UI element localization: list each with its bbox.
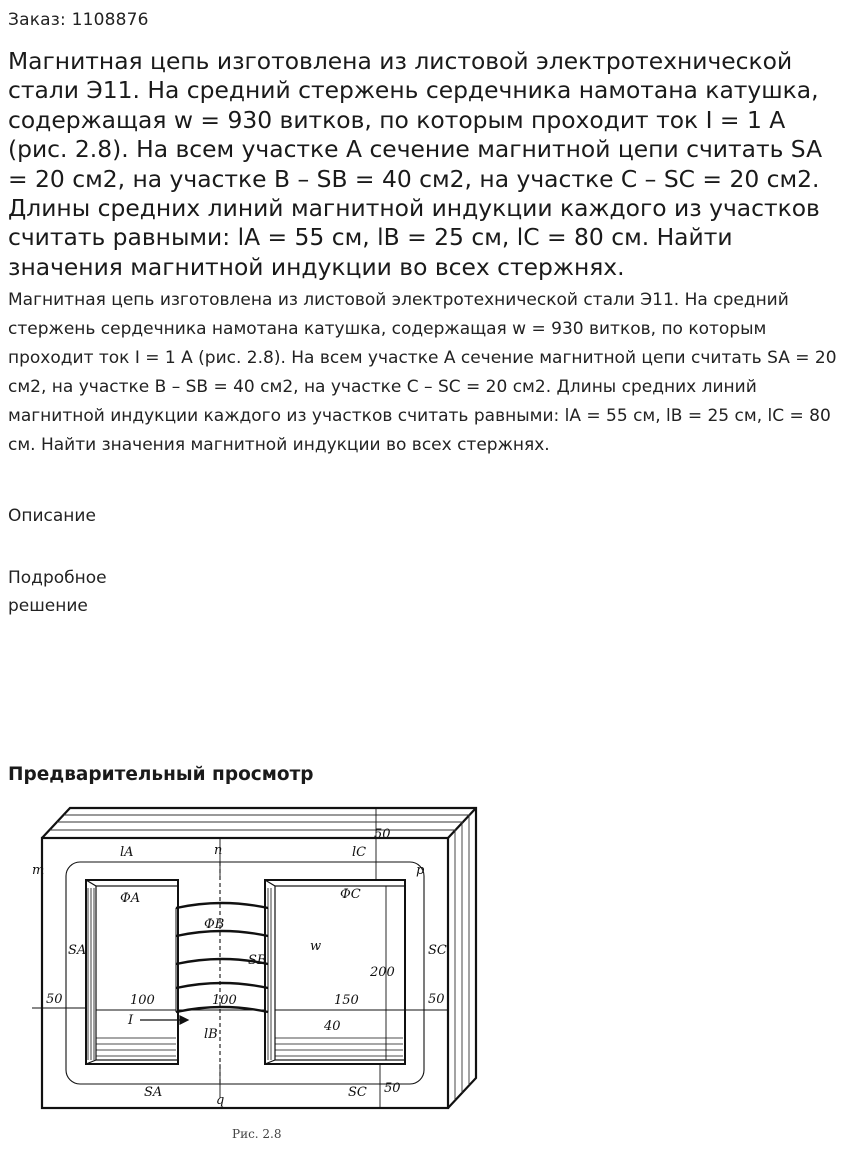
- preview-heading: Предварительный просмотр: [8, 764, 314, 785]
- label-q: q: [216, 1093, 225, 1108]
- dim-left-50: 50: [46, 992, 63, 1007]
- label-SA-bottom: SA: [144, 1085, 163, 1100]
- label-phiA: ФA: [120, 891, 141, 906]
- label-I: I: [128, 1013, 134, 1028]
- label-m: m: [32, 863, 45, 878]
- problem-title: Магнитная цепь изготовлена из листовой электротехнической стали Э11. На средний стержень сердечника намотана катушка, содержащая w = 930 витков, по которым проходит ток I = 1 А (рис. 2.8). На всем участке А сечение магнитной цепи считать SA = 20 см2, на участке В – SB = 40 см2, на участке С – SC = 20 см2. Длины средних линий магнитной индукции каждого из участков считать равными: lA = 55 см, lB = 25 см, lC = 80 см. Найти значения магнитной индукции во всех стержнях.: [8, 47, 823, 281]
- order-number: Заказ: 1108876: [8, 10, 149, 30]
- label-p: p: [416, 863, 425, 878]
- dim-200: 200: [370, 965, 395, 980]
- solution-label: Подробное решение: [8, 568, 107, 616]
- label-phiC: ФC: [340, 887, 361, 902]
- dim-right-50: 50: [428, 992, 445, 1007]
- label-n: n: [214, 843, 223, 858]
- dim-100a: 100: [130, 993, 155, 1008]
- label-SA-top: SA: [68, 943, 87, 958]
- dim-bottom-50: 50: [384, 1081, 401, 1096]
- description-label: Описание: [8, 506, 96, 526]
- label-SC-bottom: SC: [348, 1085, 367, 1100]
- dim-100b: 100: [212, 993, 237, 1008]
- label-SB: SB: [248, 953, 267, 968]
- dim-top-50: 50: [374, 827, 391, 842]
- label-phiB: ФB: [204, 917, 225, 932]
- label-lC: lC: [352, 845, 367, 860]
- label-lB: lB: [204, 1027, 218, 1042]
- left-window: [86, 880, 178, 1064]
- figure-caption: Рис. 2.8: [232, 1127, 282, 1141]
- label-SC-right: SC: [428, 943, 447, 958]
- label-w: w: [310, 939, 322, 954]
- problem-description: Магнитная цепь изготовлена из листовой электротехнической стали Э11. На средний стержень сердечника намотана катушка, содержащая w = 930 витков, по которым проходит ток I = 1 А (рис. 2.8). На всем участке А сечение магнитной цепи считать SA = 20 см2, на участке В – SB = 40 см2, на участке С – SC = 20 см2. Длины средних линий магнитной индукции каждого из участков считать равными: lA = 55 см, lB = 25 см, lC = 80 см. Найти значения магнитной индукции во всех стержнях.: [8, 290, 837, 455]
- dim-40: 40: [324, 1019, 341, 1034]
- magnetic-circuit-figure: [30, 798, 490, 1118]
- dim-150: 150: [334, 993, 359, 1008]
- label-lA: lA: [120, 845, 134, 860]
